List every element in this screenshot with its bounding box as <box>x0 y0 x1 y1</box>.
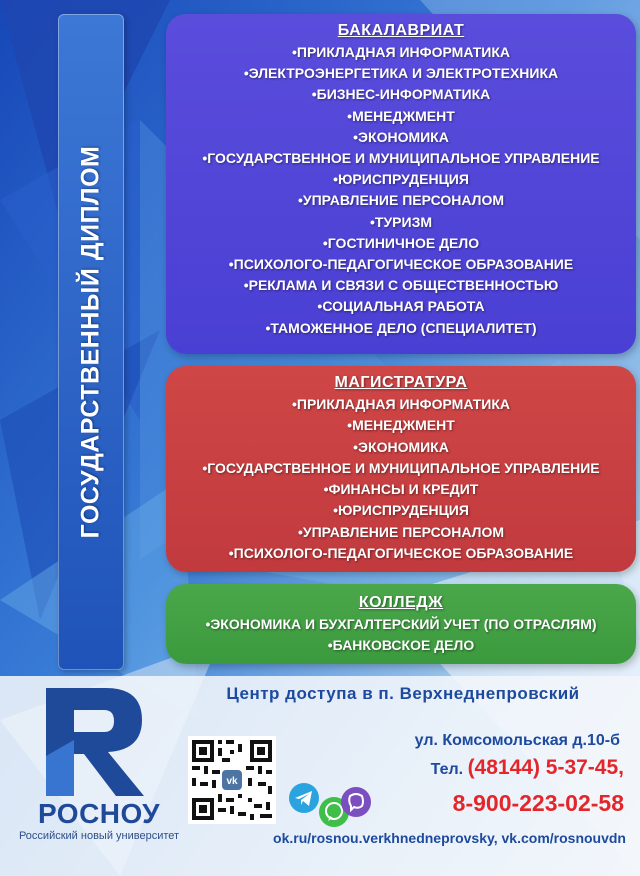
list-item: •ГОСУДАРСТВЕННОЕ И МУНИЦИПАЛЬНОЕ УПРАВЛЕНИЕ <box>202 459 600 476</box>
list-item: •БАНКОВСКОЕ ДЕЛО <box>327 637 475 653</box>
list-item: •МЕНЕДЖМЕНТ <box>347 417 455 434</box>
list-item: •ФИНАНСЫ И КРЕДИТ <box>323 481 479 498</box>
list-item: •БИЗНЕС-ИНФОРМАТИКА <box>311 86 491 103</box>
list-item: •ПСИХОЛОГО-ПЕДАГОГИЧЕСКОЕ ОБРАЗОВАНИЕ <box>228 545 574 562</box>
list-item: •ПРИКЛАДНАЯ ИНФОРМАТИКА <box>291 44 511 60</box>
rosnou-logo-icon <box>36 680 156 800</box>
list-item: •ГОСТИНИЧНОЕ ДЕЛО <box>322 234 480 251</box>
list-item: •ГОСУДАРСТВЕННОЕ И МУНИЦИПАЛЬНОЕ УПРАВЛЕНИЕ <box>202 150 600 167</box>
state-diploma-banner <box>58 14 124 670</box>
list-item: •РЕКЛАМА И СВЯЗИ С ОБЩЕСТВЕННОСТЬЮ <box>243 277 559 294</box>
college-heading: КОЛЛЕДЖ <box>358 594 444 611</box>
phone-label: Тел. <box>430 761 464 778</box>
logo-name: РОСНОУ <box>37 798 161 829</box>
list-item: •ПРИКЛАДНАЯ ИНФОРМАТИКА <box>291 396 511 412</box>
phone-line <box>431 756 624 780</box>
college-panel <box>166 584 636 664</box>
list-item: •МЕНЕДЖМЕНТ <box>347 107 455 124</box>
mobile-number[interactable]: 8-900-223-02-58 <box>452 790 624 816</box>
list-item: •ТАМОЖЕННОЕ ДЕЛО (СПЕЦИАЛИТЕТ) <box>265 319 537 336</box>
list-item: •ЭКОНОМИКА И БУХГАЛТЕРСКИЙ УЧЕТ (ПО ОТРАСЛЯМ) <box>205 616 597 632</box>
list-item: •ЭКОНОМИКА <box>353 128 449 145</box>
address: ул. Комсомольская д.10-б <box>414 732 620 749</box>
logo-subtitle: Российский новый университет <box>18 830 180 842</box>
viber-icon[interactable] <box>340 786 372 818</box>
master-panel <box>166 366 636 572</box>
list-item: •УПРАВЛЕНИЕ ПЕРСОНАЛОМ <box>297 523 505 540</box>
social-links[interactable]: ok.ru/rosnou.verkhnedneprovsky, vk.com/rosnouvdn <box>273 830 626 846</box>
list-item: •ТУРИЗМ <box>370 213 432 230</box>
master-heading: МАГИСТРАТУРА <box>334 374 468 391</box>
banner-title: ГОСУДАРСТВЕННЫЙ ДИПЛОМ <box>76 145 105 539</box>
list-item: •ЭКОНОМИКА <box>353 438 449 455</box>
phone-number[interactable]: (48144) 5-37-45, <box>467 756 624 779</box>
bachelor-heading: БАКАЛАВРИАТ <box>337 22 465 39</box>
svg-text:vk: vk <box>226 776 238 787</box>
list-item: •УПРАВЛЕНИЕ ПЕРСОНАЛОМ <box>297 192 505 209</box>
qr-code-icon[interactable] <box>188 736 276 824</box>
telegram-icon[interactable] <box>288 782 320 814</box>
bachelor-panel <box>166 14 636 354</box>
list-item: •ЮРИСПРУДЕНЦИЯ <box>333 171 469 188</box>
list-item: •СОЦИАЛЬНАЯ РАБОТА <box>317 298 485 315</box>
list-item: •ПСИХОЛОГО-ПЕДАГОГИЧЕСКОЕ ОБРАЗОВАНИЕ <box>228 256 574 273</box>
access-center-title: Центр доступа в п. Верхнеднепровский <box>226 684 580 703</box>
list-item: •ЭЛЕКТРОЭНЕРГЕТИКА И ЭЛЕКТРОТЕХНИКА <box>243 65 559 82</box>
list-item: •ЮРИСПРУДЕНЦИЯ <box>333 502 469 519</box>
